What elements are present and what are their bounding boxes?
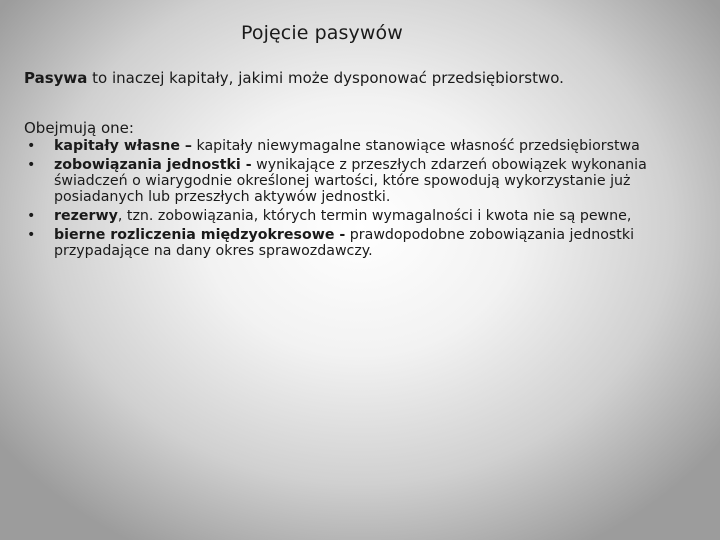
list-item [24, 157, 684, 205]
item-separator: - [240, 157, 252, 173]
item-text: kapitały niewymagalne stanowiące własność przedsiębiorstwa [192, 138, 640, 154]
bullet-icon: • [27, 138, 36, 154]
list-lead: Obejmują one: [24, 119, 134, 137]
item-text: wynikające z przeszłych zdarzeń obowiązek wykonania świadczeń o wiarygodnie określonej wartości, które spowodują wykorzystanie już posiadanych lub przeszłych aktywów jednostki. [54, 157, 647, 205]
list-item [24, 227, 684, 259]
intro-paragraph [24, 69, 704, 87]
item-separator: – [179, 138, 192, 154]
bullet-list [24, 138, 684, 262]
item-text: , tzn. zobowiązania, których termin wymagalności i kwota nie są pewne, [117, 208, 632, 224]
item-separator: - [334, 227, 346, 243]
item-term: kapitały własne [54, 138, 180, 154]
bullet-icon: • [27, 157, 36, 173]
bullet-icon: • [27, 227, 36, 243]
slide-title: Pojęcie pasywów [241, 22, 403, 44]
bullet-icon: • [27, 208, 36, 224]
item-text: prawdopodobne zobowiązania jednostki przypadające na dany okres sprawozdawczy. [54, 227, 635, 259]
item-term: bierne rozliczenia międzyokresowe [54, 227, 335, 243]
list-item [24, 138, 684, 154]
intro-term: Pasywa [24, 69, 88, 87]
item-term: rezerwy [54, 208, 118, 224]
intro-text: to inaczej kapitały, jakimi może dysponować przedsiębiorstwo. [87, 69, 564, 87]
item-term: zobowiązania jednostki [54, 157, 241, 173]
list-item [24, 208, 684, 224]
